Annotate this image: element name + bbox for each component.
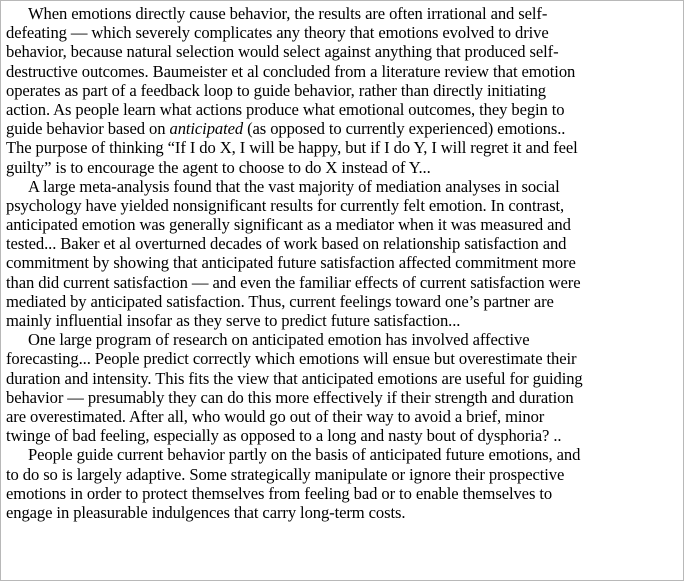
text-line: anticipated emotion was generally significant as a mediator when it was measured and — [6, 215, 571, 235]
text-line: A large meta-analysis found that the vast majority of mediation analyses in social — [28, 176, 560, 196]
text-line: twinge of bad feeling, especially as opposed to a long and nasty bout of dysphoria? .. — [6, 426, 562, 446]
text-line: mainly influential insofar as they serve to predict future satisfaction... — [6, 311, 461, 330]
text-line: forecasting... People predict correctly which emotions will ensue but overestimate their — [6, 349, 577, 369]
text-line: operates as part of a feedback loop to guide behavior, rather than directly initiating — [6, 80, 546, 100]
text-line: behavior, because natural selection would select against anything that produced self- — [6, 42, 559, 62]
document-body — [6, 4, 678, 522]
text-line: than did current satisfaction — and even the familiar effects of current satisfaction were — [6, 272, 581, 292]
paragraph — [6, 4, 678, 177]
text-line: guilty” is to encourage the agent to choose to do X instead of Y... — [6, 157, 431, 177]
text-line: behavior — presumably they can do this more effectively if their strength and duration — [6, 387, 574, 407]
text-line: psychology have yielded nonsignificant results for currently felt emotion. In contrast, — [6, 195, 565, 215]
text-line: emotions in order to protect themselves from feeling bad or to enable themselves to — [6, 483, 553, 503]
text-segment: (as opposed to currently experienced) emotions.. — [243, 119, 566, 139]
text-line: One large program of research on anticipated emotion has involved affective — [28, 330, 530, 350]
text-line: are overestimated. After all, who would go out of their way to avoid a brief, minor — [6, 406, 545, 426]
text-line: People guide current behavior partly on the basis of anticipated future emotions, and — [28, 445, 581, 465]
text-segment: guide behavior based on — [6, 119, 170, 139]
text-line: destructive outcomes. Baumeister et al concluded from a literature review that emotion — [6, 61, 576, 81]
text-line: action. As people learn what actions produce what emotional outcomes, they begin to — [6, 99, 565, 119]
text-line: duration and intensity. This fits the view that anticipated emotions are useful for guiding — [6, 368, 583, 388]
text-line: to do so is largely adaptive. Some strategically manipulate or ignore their prospective — [6, 464, 565, 484]
text-line: engage in pleasurable indulgences that carry long-term costs. — [6, 502, 406, 522]
text-line: commitment by showing that anticipated future satisfaction affected commitment more — [6, 253, 576, 273]
italic-text: anticipated — [169, 119, 244, 139]
paragraph — [6, 445, 678, 522]
text-line: The purpose of thinking “If I do X, I will be happy, but if I do Y, I will regret it and feel — [6, 138, 578, 158]
text-line: mediated by anticipated satisfaction. Thus, current feelings toward one’s partner are — [6, 291, 554, 311]
text-line — [6, 119, 678, 138]
text-line: When emotions directly cause behavior, the results are often irrational and self- — [28, 4, 548, 23]
text-line: tested... Baker et al overturned decades of work based on relationship satisfaction and — [6, 234, 567, 254]
paragraph — [6, 330, 678, 445]
text-line: defeating — which severely complicates any theory that emotions evolved to drive — [6, 23, 549, 43]
paragraph — [6, 177, 678, 331]
